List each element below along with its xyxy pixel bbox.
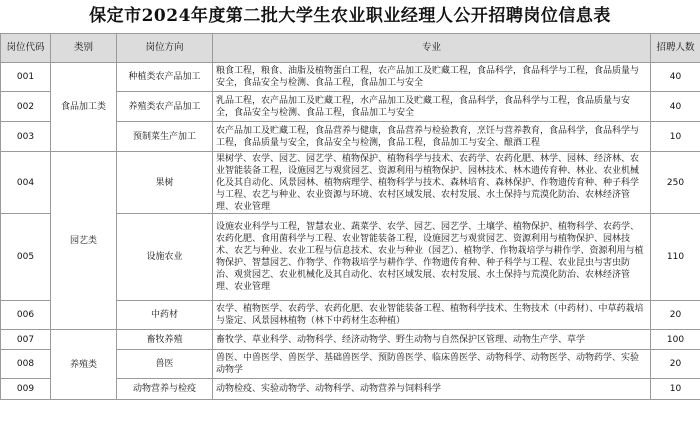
cell-count: 110 bbox=[651, 214, 700, 301]
header-code: 岗位代码 bbox=[1, 34, 51, 63]
cell-count: 20 bbox=[651, 350, 700, 379]
cell-major: 农学、植物医学、农药学、农药化肥、农业智能装备工程、植物科学技术、生物技术（中药材）、中草药栽培与鉴定、风景园林植物（林下中药材生态种植） bbox=[213, 301, 651, 330]
cell-count: 40 bbox=[651, 63, 700, 92]
cell-category: 养殖类 bbox=[51, 330, 117, 400]
cell-count: 10 bbox=[651, 122, 700, 152]
header-count: 招聘人数 bbox=[651, 34, 700, 63]
cell-major: 乳品工程，农产品加工及贮藏工程，水产品加工及贮藏工程，食品科学，食品科学与工程，食品质量与安全，食品安全与检测、食品工程，食品加工与安全 bbox=[213, 92, 651, 122]
header-major: 专业 bbox=[213, 34, 651, 63]
cell-count: 250 bbox=[651, 152, 700, 214]
cell-direction: 中药材 bbox=[117, 301, 213, 330]
job-info-table bbox=[0, 33, 700, 400]
cell-count: 40 bbox=[651, 92, 700, 122]
cell-major: 动物检疫、实验动物学、动物科学、动物营养与饲料科学 bbox=[213, 379, 651, 400]
cell-code: 004 bbox=[1, 152, 51, 214]
cell-major: 畜牧学、草业科学、动物科学、经济动物学、野生动物与自然保护区管理、动物生产学、草学 bbox=[213, 330, 651, 350]
cell-major: 果树学、农学、园艺、园艺学、植物保护、植物科学与技术、农药学、农药化肥、林学、园林、经济林、农业智能装备工程，设施园艺与观赏园艺、资源利用与植物保护、园林技术、林木遗传育种、林业、农业机械化及其自动化、风景园林、植物病理学、植物科学与技术、森林培育、森林保护、作物遗传育种、种子科学与工程、农艺与种业、农业资源与环境、农村区域发展、农村发展、水土保持与荒漠化防治、农林经济管理、农业管理 bbox=[213, 152, 651, 214]
cell-code: 008 bbox=[1, 350, 51, 379]
table-row bbox=[1, 152, 700, 214]
cell-direction: 种植类农产品加工 bbox=[117, 63, 213, 92]
cell-category: 食品加工类 bbox=[51, 63, 117, 152]
cell-code: 006 bbox=[1, 301, 51, 330]
cell-direction: 畜牧养殖 bbox=[117, 330, 213, 350]
cell-code: 005 bbox=[1, 214, 51, 301]
table-header-row bbox=[1, 34, 700, 63]
cell-direction: 设施农业 bbox=[117, 214, 213, 301]
table-row bbox=[1, 330, 700, 350]
cell-count: 20 bbox=[651, 301, 700, 330]
cell-direction: 动物营养与检疫 bbox=[117, 379, 213, 400]
cell-major: 兽医、中兽医学、兽医学、基础兽医学、预防兽医学、临床兽医学、动物科学、动物医学、动物药学、实验动物学 bbox=[213, 350, 651, 379]
cell-code: 009 bbox=[1, 379, 51, 400]
cell-code: 002 bbox=[1, 92, 51, 122]
cell-direction: 预制菜生产加工 bbox=[117, 122, 213, 152]
header-category: 类别 bbox=[51, 34, 117, 63]
table-row bbox=[1, 63, 700, 92]
cell-count: 100 bbox=[651, 330, 700, 350]
cell-count: 10 bbox=[651, 379, 700, 400]
page-title: 保定市2024年度第二批大学生农业职业经理人公开招聘岗位信息表 bbox=[89, 6, 611, 26]
cell-major: 设施农业科学与工程，智慧农业、蔬菜学、农学、园艺、园艺学、土壤学、植物保护、植物科学、农药学、农药化肥、食用菌科学与工程、农业智能装备工程，设施园艺与观赏园艺、资源利用与植物保护、园林技术、农艺与种业、农业工程与信息技术、农业与种业（园艺）、植物学、作物栽培学与耕作学、资源利用与植物保护、智慧园艺、作物学、作物栽培学与耕作学、作物遗传育种、种子科学与工程、农业昆虫与害虫防治、观赏园艺、农业机械化及其自动化、农村区域发展、农村发展、水土保持与荒漠化防治、农林经济管理、农业管理 bbox=[213, 214, 651, 301]
cell-category: 园艺类 bbox=[51, 152, 117, 330]
cell-direction: 兽医 bbox=[117, 350, 213, 379]
header-direction: 岗位方向 bbox=[117, 34, 213, 63]
cell-major: 粮食工程，粮食、油脂及植物蛋白工程，农产品加工及贮藏工程，食品科学，食品科学与工程，食品质量与安全，食品安全与检测、食品工程，食品加工与安全 bbox=[213, 63, 651, 92]
cell-code: 001 bbox=[1, 63, 51, 92]
cell-direction: 果树 bbox=[117, 152, 213, 214]
cell-major: 农产品加工及贮藏工程，食品营养与健康，食品营养与检验教育，烹饪与营养教育，食品科学，食品科学与工程，食品质量与安全，食品安全与检测，食品工程，食品加工与安全、酿酒工程 bbox=[213, 122, 651, 152]
cell-code: 003 bbox=[1, 122, 51, 152]
cell-code: 007 bbox=[1, 330, 51, 350]
cell-direction: 养殖类农产品加工 bbox=[117, 92, 213, 122]
